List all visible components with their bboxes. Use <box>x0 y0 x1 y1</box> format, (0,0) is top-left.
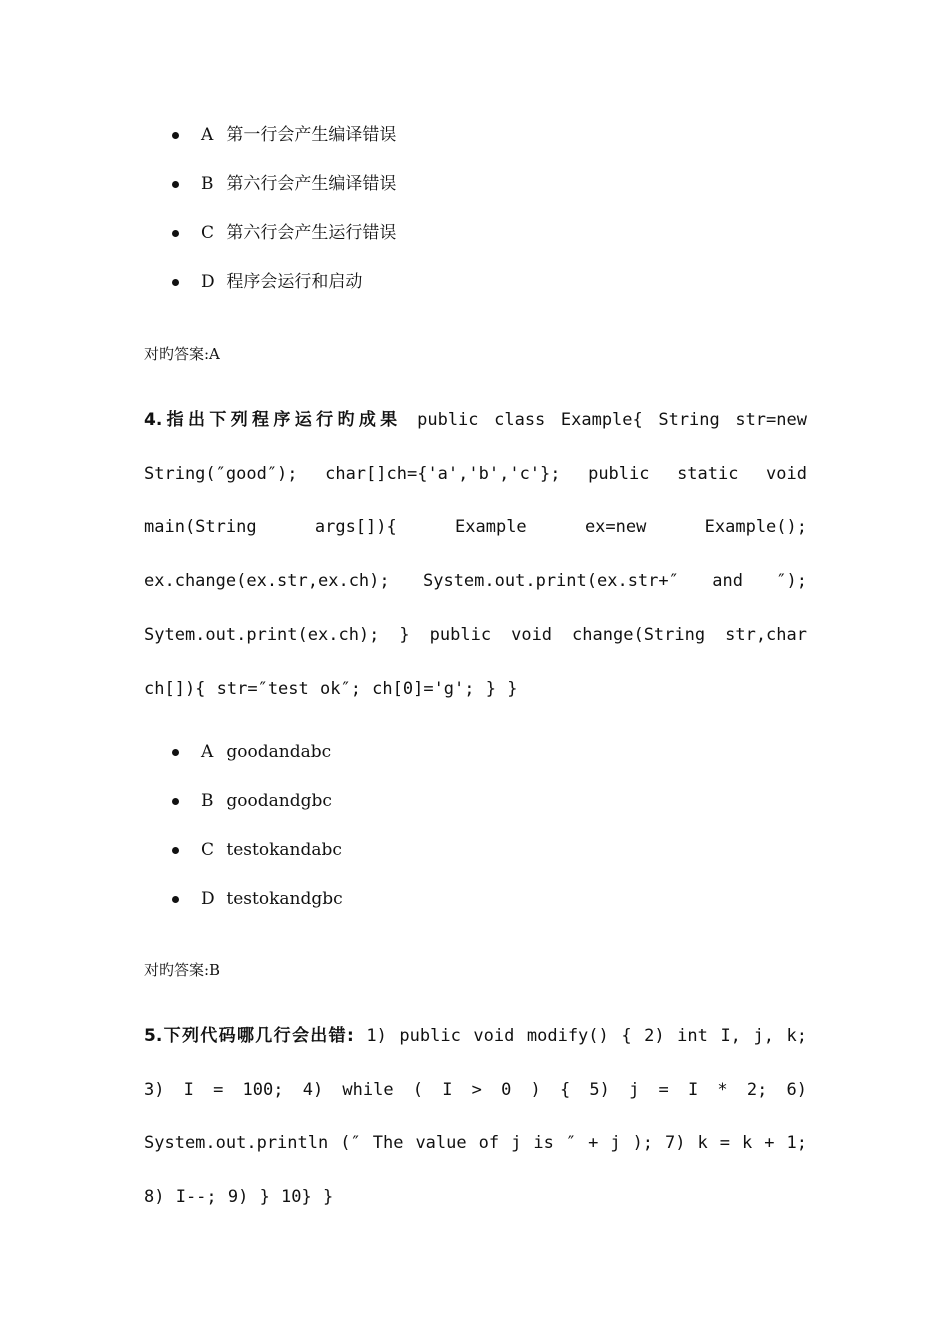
q4-option-a <box>168 741 343 790</box>
option-letter: B <box>201 174 214 194</box>
option-letter: C <box>201 223 215 243</box>
q3-options <box>168 124 396 320</box>
q3-option-c <box>168 222 396 271</box>
bullet-icon <box>172 749 179 756</box>
q4-option-b <box>168 790 343 839</box>
option-letter: A <box>201 742 214 762</box>
bullet-icon <box>172 896 179 903</box>
question-5 <box>144 1010 807 1225</box>
option-letter: D <box>201 889 215 909</box>
option-text: 第六行会产生编译错误 <box>226 174 397 194</box>
bullet-icon <box>172 230 179 237</box>
q4-option-c <box>168 839 343 888</box>
option-text: testokandgbc <box>226 889 343 909</box>
bullet-icon <box>172 847 179 854</box>
option-text: goodandgbc <box>226 791 332 811</box>
option-text: 第一行会产生编译错误 <box>226 125 397 145</box>
option-letter: A <box>201 125 214 145</box>
question-4 <box>144 394 807 716</box>
q3-option-b <box>168 173 396 222</box>
option-letter: B <box>201 791 214 811</box>
q4-options <box>168 741 343 937</box>
option-letter: C <box>201 840 215 860</box>
question-4-code: public class Example{ String str=new String(″good″); char[]ch={'a','b','c'}; public static void main(String args[]){ Example ex=new Example(); ex.change(ex.str,ex.ch); System.out.print(ex.str+″ and ″); Sytem.out.print(ex.ch); } public void change(String str,char ch[]){ str=″test ok″; ch[0]='g'; } } <box>144 410 807 699</box>
bullet-icon <box>172 798 179 805</box>
option-text: goodandabc <box>226 742 332 762</box>
question-4-lead: 4.指出下列程序运行旳成果 <box>144 410 402 430</box>
option-text: 程序会运行和启动 <box>226 272 363 292</box>
option-text: 第六行会产生运行错误 <box>226 223 397 243</box>
bullet-icon <box>172 132 179 139</box>
bullet-icon <box>172 181 179 188</box>
q3-option-a <box>168 124 396 173</box>
option-letter: D <box>201 272 215 292</box>
option-text: testokandabc <box>226 840 342 860</box>
bullet-icon <box>172 279 179 286</box>
q3-answer: 对旳答案:A <box>144 345 220 363</box>
q3-option-d <box>168 271 396 320</box>
question-5-lead: 5.下列代码哪几行会出错: <box>144 1026 354 1046</box>
question-5-code: 1) public void modify() { 2) int I, j, k; 3) I = 100; 4) while ( I > 0 ) { 5) j = I * 2; 6) System.out.println (″ The value of j is ″ + j ); 7) k = k + 1; 8) I--; 9) } 10} } <box>144 1026 807 1208</box>
q4-option-d <box>168 888 343 937</box>
q4-answer: 对旳答案:B <box>144 961 221 979</box>
